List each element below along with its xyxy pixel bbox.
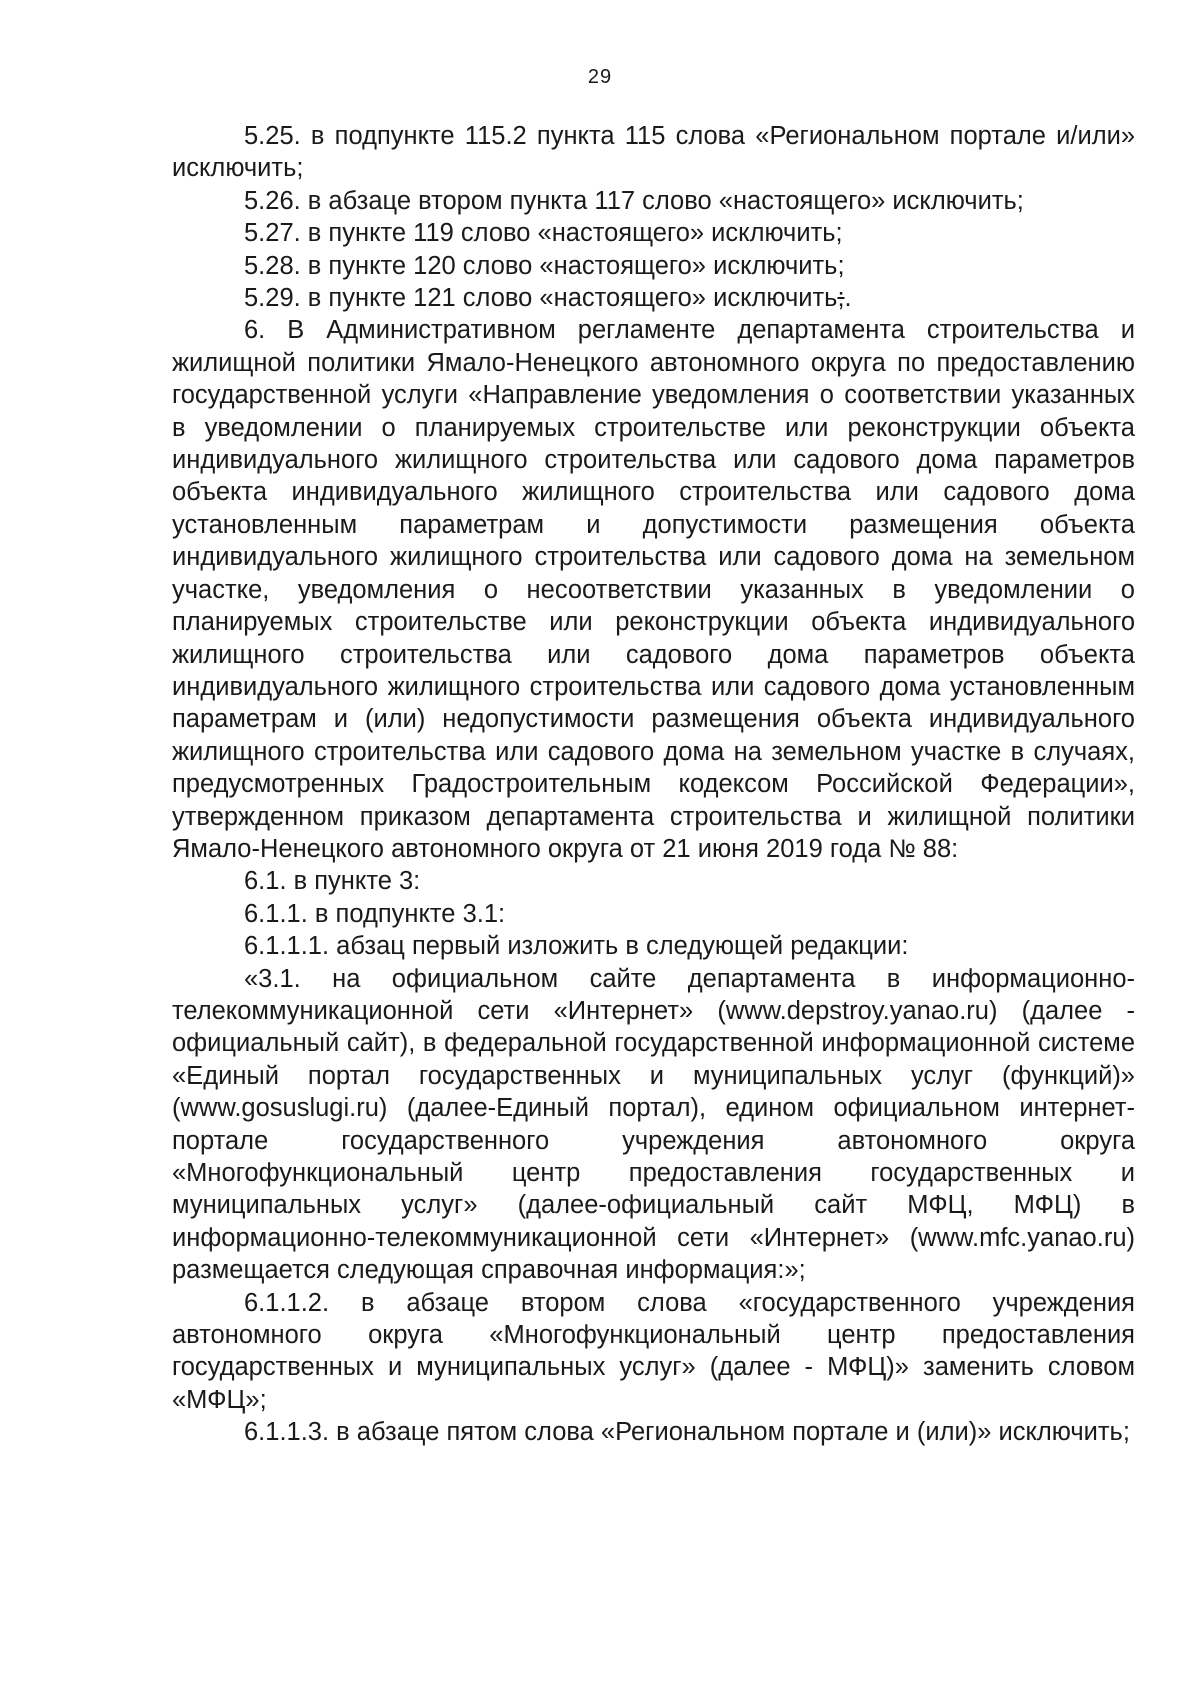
- paragraph-5-29: [172, 282, 1135, 314]
- page-number: 29: [587, 66, 613, 88]
- paragraph-5-28: 5.28. в пункте 120 слово «настоящего» исключить;: [244, 251, 845, 280]
- paragraph-5-26: 5.26. в абзаце втором пункта 117 слово «настоящего» исключить;: [244, 186, 1024, 215]
- paragraph-5-25: 5.25. в подпункте 115.2 пункта 115 слова «Региональном портале и/или» исключить;: [172, 122, 1135, 183]
- document-body: [172, 120, 1135, 1449]
- paragraph-6-1-1-3: 6.1.1.3. в абзаце пятом слова «Региональном портале и (или)» исключить;: [244, 1418, 1130, 1447]
- paragraph-6-1-1: 6.1.1. в подпункте 3.1:: [244, 899, 506, 928]
- paragraph-5-27: 5.27. в пункте 119 слово «настоящего» исключить;: [244, 219, 843, 248]
- paragraph-3-1-quote: «3.1. на официальном сайте департамента в информационно-телекоммуникационной сети «Интернет» (www.depstroy.yanao.ru) (далее - официальный сайт), в федеральной государственной информационной системе «Единый портал государственных и муниципальных услуг (функций)» (www.gosuslugi.ru) (далее-Единый портал), едином официальном интернет-портале государственного учреждения автономного округа «Многофункциональный центр предоставления государственных и муниципальных услуг» (далее-официальный сайт МФЦ, МФЦ) в информационно-телекоммуникационной сети «Интернет» (www.mfc.yanao.ru) размещается следующая справочная информация:»;: [172, 964, 1135, 1285]
- struck-semicolon: ;: [837, 284, 845, 313]
- paragraph-6-1: 6.1. в пункте 3:: [244, 867, 421, 896]
- paragraph-6-1-1-1: 6.1.1.1. абзац первый изложить в следующей редакции:: [244, 932, 909, 961]
- paragraph-6: 6. В Административном регламенте департамента строительства и жилищной политики Ямало-Ненецкого автономного округа по предоставлению государственной услуги «Направление уведомления о соответствии указанных в уведомлении о планируемых строительстве или реконструкции объекта индивидуального жилищного строительства или садового дома параметров объекта индивидуального жилищного строительства или садового дома установленным параметрам и допустимости размещения объекта индивидуального жилищного строительства или садового дома на земельном участке, уведомления о несоответствии указанных в уведомлении о планируемых строительстве или реконструкции объекта индивидуального жилищного строительства или садового дома параметров объекта индивидуального жилищного строительства или садового дома установленным параметрам и (или) недопустимости размещения объекта индивидуального жилищного строительства или садового дома на земельном участке в случаях, предусмотренных Градостроительным кодексом Российской Федерации», утвержденном приказом департамента строительства и жилищной политики Ямало-Ненецкого автономного округа от 21 июня 2019 года № 88:: [172, 316, 1135, 863]
- paragraph-5-29-text: 5.29. в пункте 121 слово «настоящего» исключить: [244, 284, 838, 313]
- paragraph-5-29-tail: .: [844, 284, 852, 313]
- paragraph-6-1-1-2: 6.1.1.2. в абзаце втором слова «государственного учреждения автономного округа «Многофункциональный центр предоставления государственных и муниципальных услуг» (далее - МФЦ)» заменить словом «МФЦ»;: [172, 1288, 1135, 1414]
